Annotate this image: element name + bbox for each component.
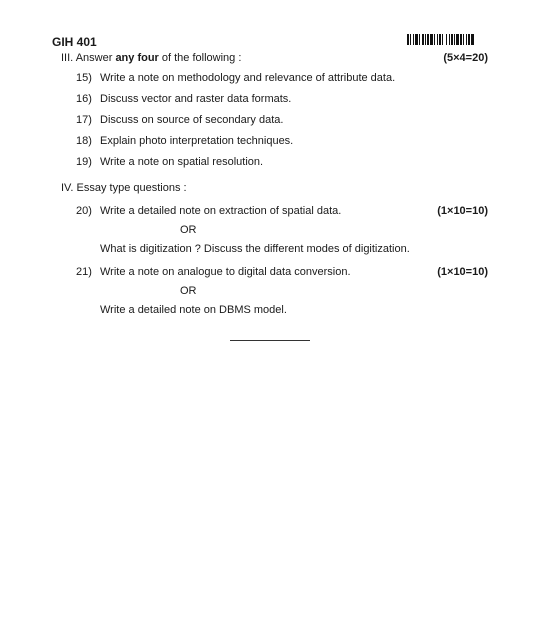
section-3-marks: (5×4=20) [443, 52, 488, 64]
question-number: 15) [76, 72, 92, 84]
question-alternative-text: Write a detailed note on DBMS model. [100, 304, 287, 316]
barcode-stripe [471, 34, 474, 45]
section-4-numeral: IV. [61, 182, 74, 194]
question-text: Write a note on analogue to digital data conversion. [100, 266, 351, 278]
paper-code: GIH 401 [52, 35, 97, 49]
question-text: Write a note on spatial resolution. [100, 156, 264, 168]
question-alternative-text: What is digitization ? Discuss the different modes of digitization. [100, 243, 410, 255]
question-number: 16) [76, 93, 92, 105]
question-marks: (1×10=10) [437, 205, 488, 217]
question-number: 21) [76, 266, 92, 278]
section-3-instruction-post: of the following : [158, 52, 242, 64]
question-text: Discuss vector and raster data formats. [100, 93, 292, 105]
section-3-numeral: III. [61, 52, 74, 64]
section-4-instruction: Essay type questions : [76, 182, 187, 194]
barcode-image [407, 34, 488, 45]
section-3-instruction-bold: any four [115, 52, 159, 64]
question-marks: (1×10=10) [437, 266, 488, 278]
section-3-instruction-pre: Answer [75, 52, 116, 64]
question-text: Write a note on methodology and relevance of attribute data. [100, 72, 396, 84]
question-text: Explain photo interpretation techniques. [100, 135, 294, 147]
or-separator: OR [180, 224, 197, 236]
question-number: 18) [76, 135, 92, 147]
end-rule [230, 340, 310, 341]
question-text: Discuss on source of secondary data. [100, 114, 284, 126]
question-text: Write a detailed note on extraction of spatial data. [100, 205, 342, 217]
section-4-heading [61, 182, 187, 194]
section-3-heading [61, 52, 241, 64]
question-number: 17) [76, 114, 92, 126]
or-separator: OR [180, 285, 197, 297]
question-number: 20) [76, 205, 92, 217]
question-number: 19) [76, 156, 92, 168]
